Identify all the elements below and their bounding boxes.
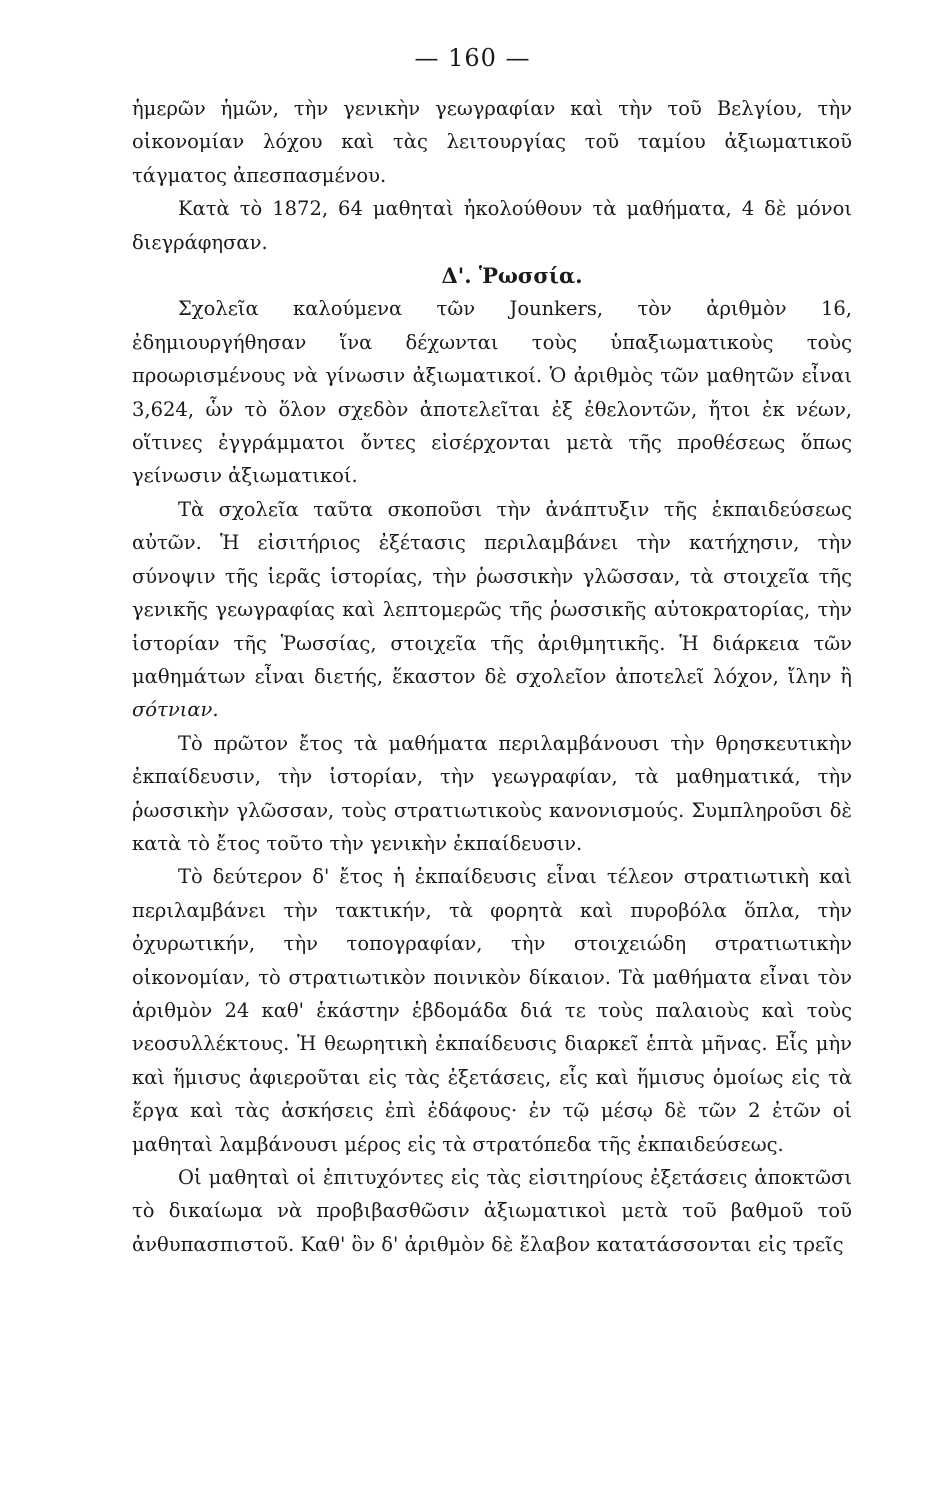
section-heading-russia: Δ'. Ῥωσσία. [441, 263, 583, 289]
page-number: — 160 — [414, 44, 531, 72]
paragraph-second-year: Τὸ δεύτερον δ' ἔτος ἡ ἐκπαίδευσις εἶναι τέλεον στρατιωτικὴ καὶ περιλαμβάνει τὴν τακτικήν, τὰ φορητὰ καὶ πυροβόλα ὅπλα, τὴν ὀχυρωτικήν, τὴν τοπογραφίαν, τὴν στοιχειώδη στρατιωτικὴν οἰκονομίαν, τὸ στρατιωτικὸν ποινικὸν δίκαιον. Τὰ μαθήματα εἶναι τὸν ἀριθμὸν 24 καθ' ἑκάστην ἑβδομάδα διά τε τοὺς παλαιοὺς καὶ τοὺς νεοσυλλέκτους. Ἡ θεωρητικὴ ἐκπαίδευσις διαρκεῖ ἑπτὰ μῆνας. Εἷς μὴν καὶ ἥμισυς ἀφιεροῦται εἰς τὰς ἐξετάσεις, εἷς καὶ ἥμισυς ὁμοίως εἰς τὰ ἔργα καὶ τὰς ἀσκήσεις ἐπὶ ἐδάφους· ἐν τῷ μέσῳ δὲ τῶν 2 ἐτῶν οἱ μαθηταὶ λαμβάνουσι μέρος εἰς τὰ στρατόπεδα τῆς ἐκπαιδεύσεως. [132, 865, 852, 1156]
paragraph-jounkers-schools: Σχολεῖα καλούμενα τῶν Jounkers, τὸν ἀριθμὸν 16, ἐδημιουργήθησαν ἵνα δέχωνται τοὺς ὑπαξιωματικοὺς τοὺς προωρισμένους νὰ γίνωσιν ἀξιωματικοί. Ὁ ἀριθμὸς τῶν μαθητῶν εἶναι 3,624, ὧν τὸ ὅλον σχεδὸν ἀποτελεῖται ἐξ ἐθελοντῶν, ἤτοι ἐκ νέων, οἵτινες ἐγγράμματοι ὄντες εἰσέρχονται μετὰ τῆς προθέσεως ὅπως γείνωσιν ἀξιωματικοί. [132, 297, 852, 488]
italic-term-sotnia: σότνιαν. [132, 698, 219, 722]
paragraph-entrance-exam [132, 493, 852, 727]
paragraph-continuation: ἡμερῶν ἡμῶν, τὴν γενικὴν γεωγραφίαν καὶ τὴν τοῦ Βελγίου, τὴν οἰκονομίαν λόχου καὶ τὰς λειτουργίας τοῦ ταμίου ἀξιωματικοῦ τάγματος ἀπεσπασμένου. [132, 97, 852, 187]
paragraph-promotion: Οἱ μαθηταὶ οἱ ἐπιτυχόντες εἰς τὰς εἰσιτηρίους ἐξετάσεις ἀποκτῶσι τὸ δικαίωμα νὰ προβιβασθῶσιν ἀξιωματικοὶ μετὰ τοῦ βαθμοῦ τοῦ ἀνθυπασπιστοῦ. Καθ' ὃν δ' ἀριθμὸν δὲ ἔλαβον κατατάσσονται εἰς τρεῖς [132, 1166, 852, 1256]
paragraph-first-year: Τὸ πρῶτον ἔτος τὰ μαθήματα περιλαμβάνουσι τὴν θρησκευτικὴν ἐκπαίδευσιν, τὴν ἱστορίαν, τὴν γεωγραφίαν, τὰ μαθηματικά, τὴν ῥωσσικὴν γλῶσσαν, τοὺς στρατιωτικοὺς κανονισμούς. Συμπληροῦσι δὲ κατὰ τὸ ἔτος τοῦτο τὴν γενικὴν ἐκπαίδευσιν. [132, 731, 852, 855]
paragraph-1872-students: Κατὰ τὸ 1872, 64 μαθηταὶ ἠκολούθουν τὰ μαθήματα, 4 δὲ μόνοι διεγράφησαν. [132, 197, 852, 254]
body-text [132, 92, 852, 1261]
paragraph-entrance-exam-text: Τὰ σχολεῖα ταῦτα σκοποῦσι τὴν ἀνάπτυξιν τῆς ἐκπαιδεύσεως αὐτῶν. Ἡ εἰσιτήριος ἐξέτασις περιλαμβάνει τὴν κατήχησιν, τὴν σύνοψιν τῆς ἱερᾶς ἱστορίας, τὴν ῥωσσικὴν γλῶσσαν, τὰ στοιχεῖα τῆς γενικῆς γεωγραφίας καὶ λεπτομερῶς τῆς ῥωσσικῆς αὐτοκρατορίας, τὴν ἱστορίαν τῆς Ῥωσσίας, στοιχεῖα τῆς ἀριθμητικῆς. Ἡ διάρκεια τῶν μαθημάτων εἶναι διετής, ἕκαστον δὲ σχολεῖον ἀποτελεῖ λόχον, ἴλην ἢ [132, 497, 852, 688]
